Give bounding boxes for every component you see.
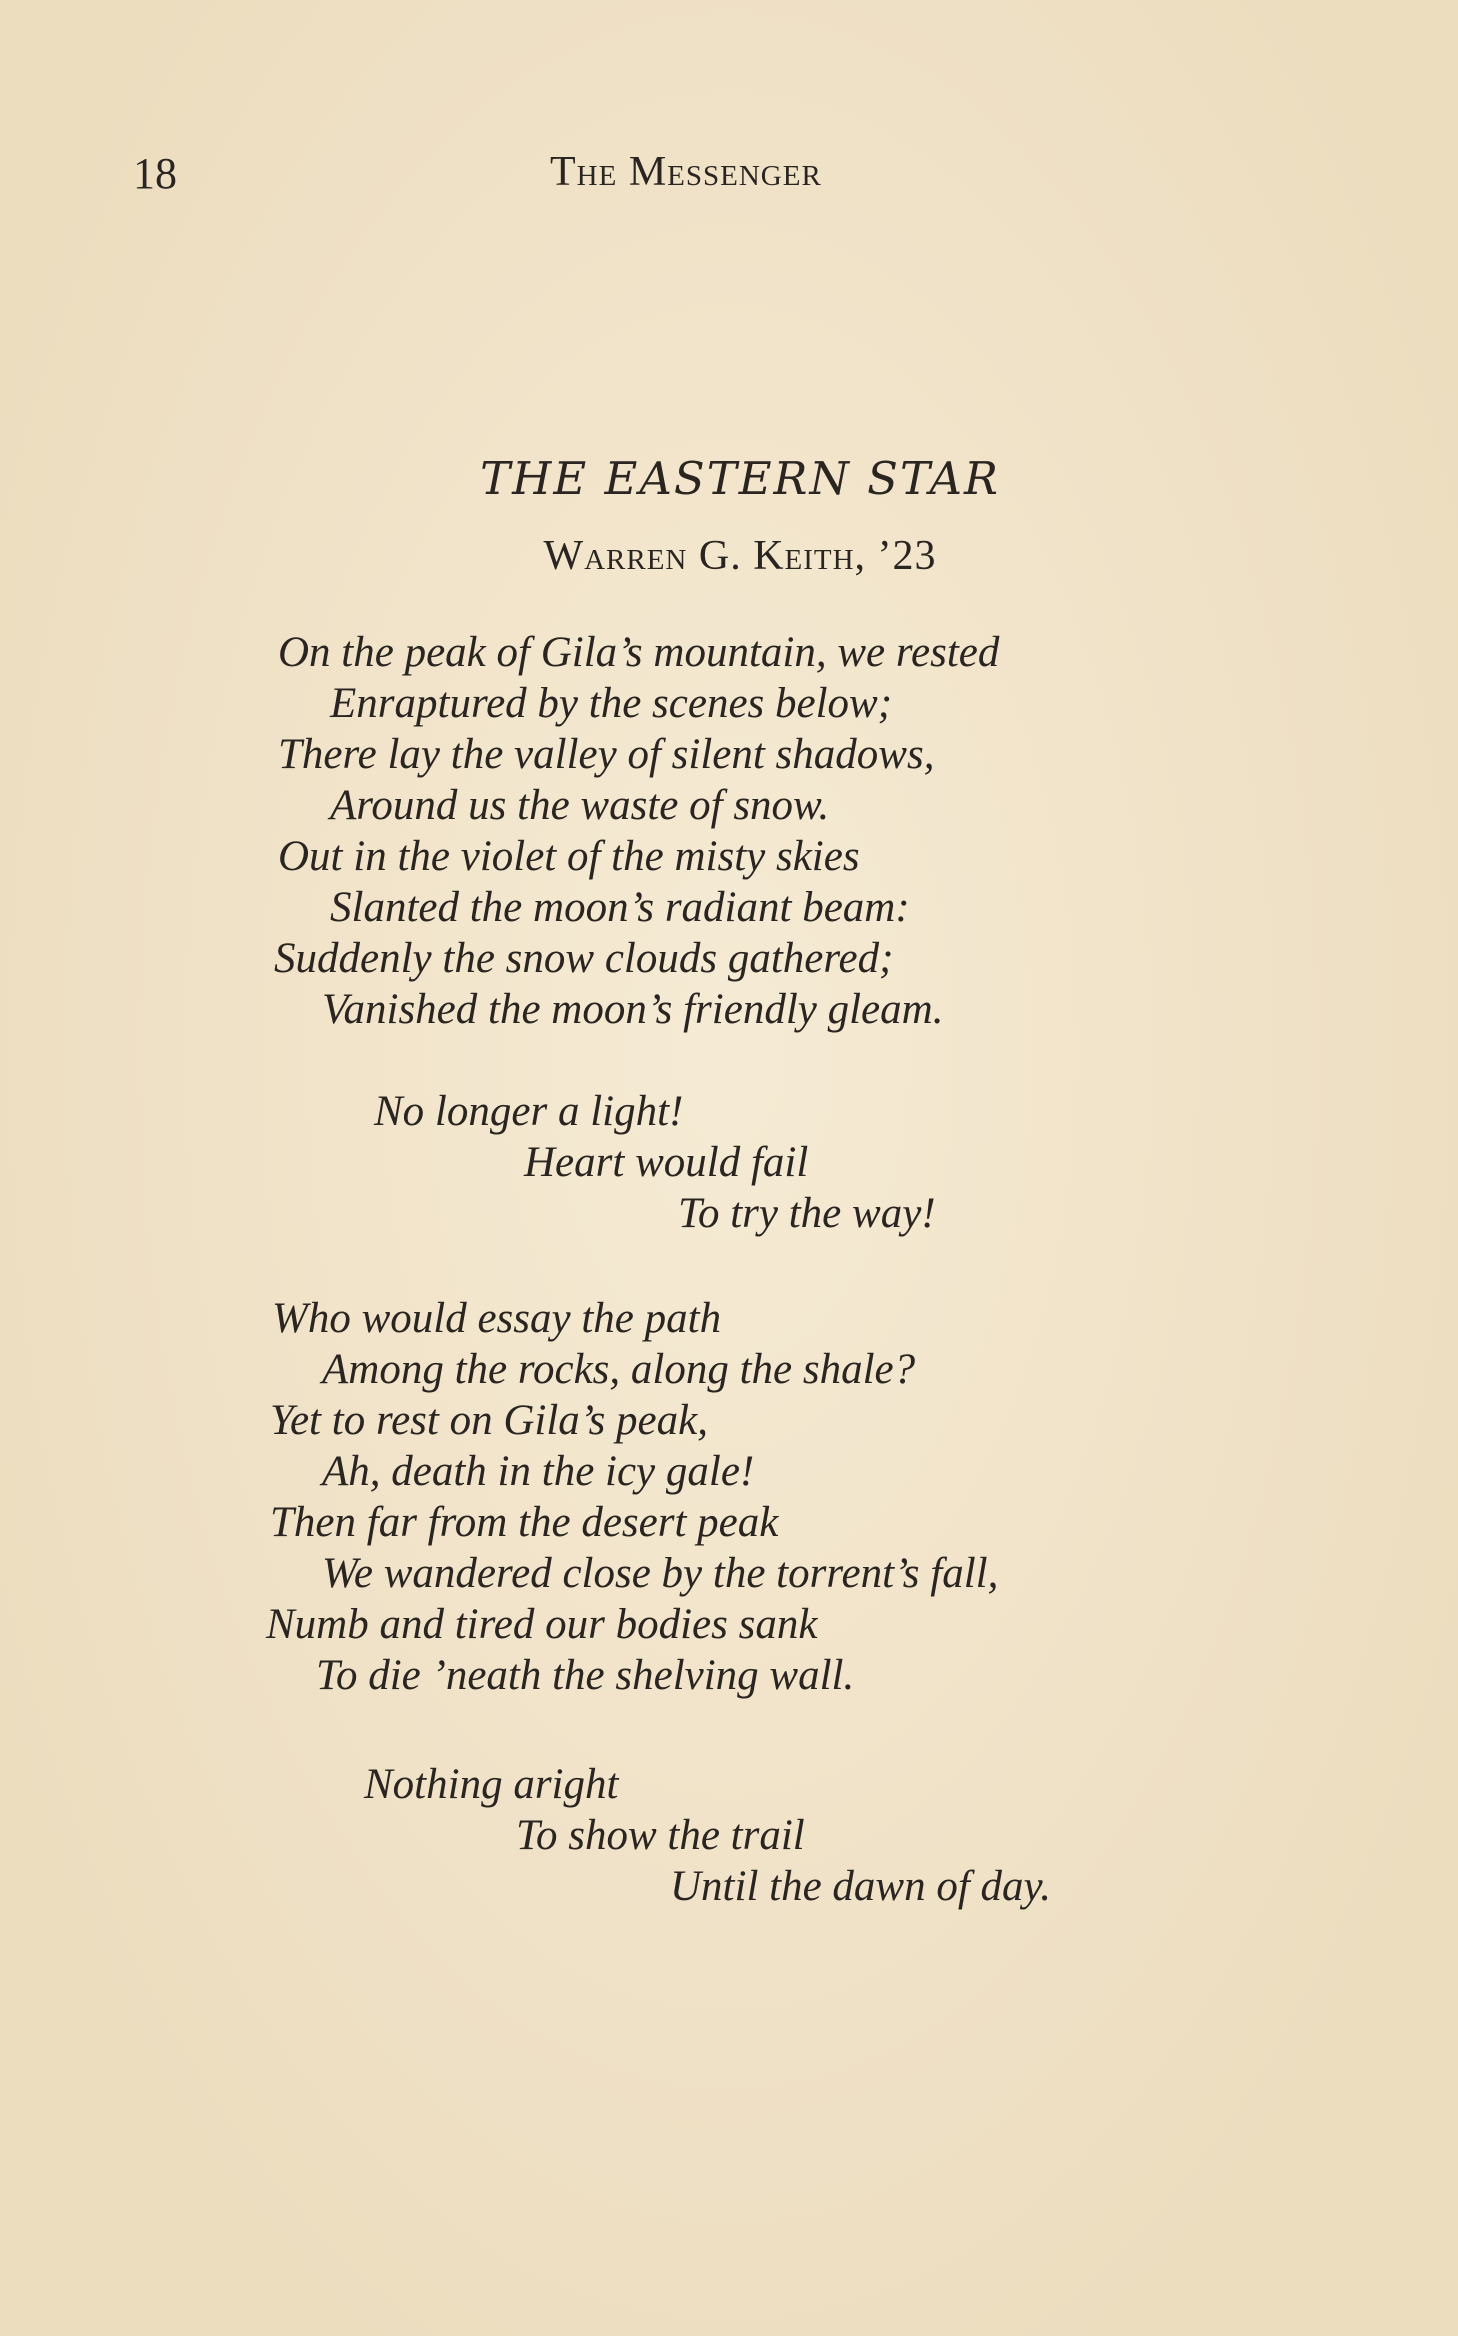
poem-line: Until the dawn of day. [670,1863,1052,1910]
poem-line: To show the trail [516,1812,805,1859]
poem-title: THE EASTERN STAR [480,452,1000,505]
poem-line: Then far from the desert peak [270,1499,779,1546]
page-number: 18 [133,149,177,198]
poem-line: Heart would fail [524,1139,809,1186]
poem-line: Ah, death in the icy gale! [322,1448,755,1495]
poem-line: To die ’neath the shelving wall. [316,1652,855,1699]
poem-author: Warren G. Keith, ’23 [543,533,937,579]
running-head: The Messenger [550,149,822,195]
poem-line: Around us the waste of snow. [330,782,830,829]
poem-line: There lay the valley of silent shadows, [278,731,935,778]
poem-line: Among the rocks, along the shale? [322,1346,916,1393]
poem-line: Slanted the moon’s radiant beam: [330,884,910,931]
poem-line: To try the way! [678,1190,936,1237]
poem-line: Yet to rest on Gila’s peak, [270,1397,708,1444]
poem-line: Numb and tired our bodies sank [266,1601,818,1648]
poem-line: Suddenly the snow clouds gathered; [274,935,894,982]
poem-line: Nothing aright [364,1761,619,1808]
page-header [0,148,1458,198]
poem-line: Vanished the moon’s friendly gleam. [322,986,944,1033]
poem-line: Enraptured by the scenes below; [330,680,893,727]
poem-line: Who would essay the path [272,1295,722,1342]
poem-line: On the peak of Gila’s mountain, we rested [278,629,1000,676]
poem-line: We wandered close by the torrent’s fall, [322,1550,999,1597]
poem-line: Out in the violet of the misty skies [278,833,860,880]
poem-line: No longer a light! [374,1088,684,1135]
